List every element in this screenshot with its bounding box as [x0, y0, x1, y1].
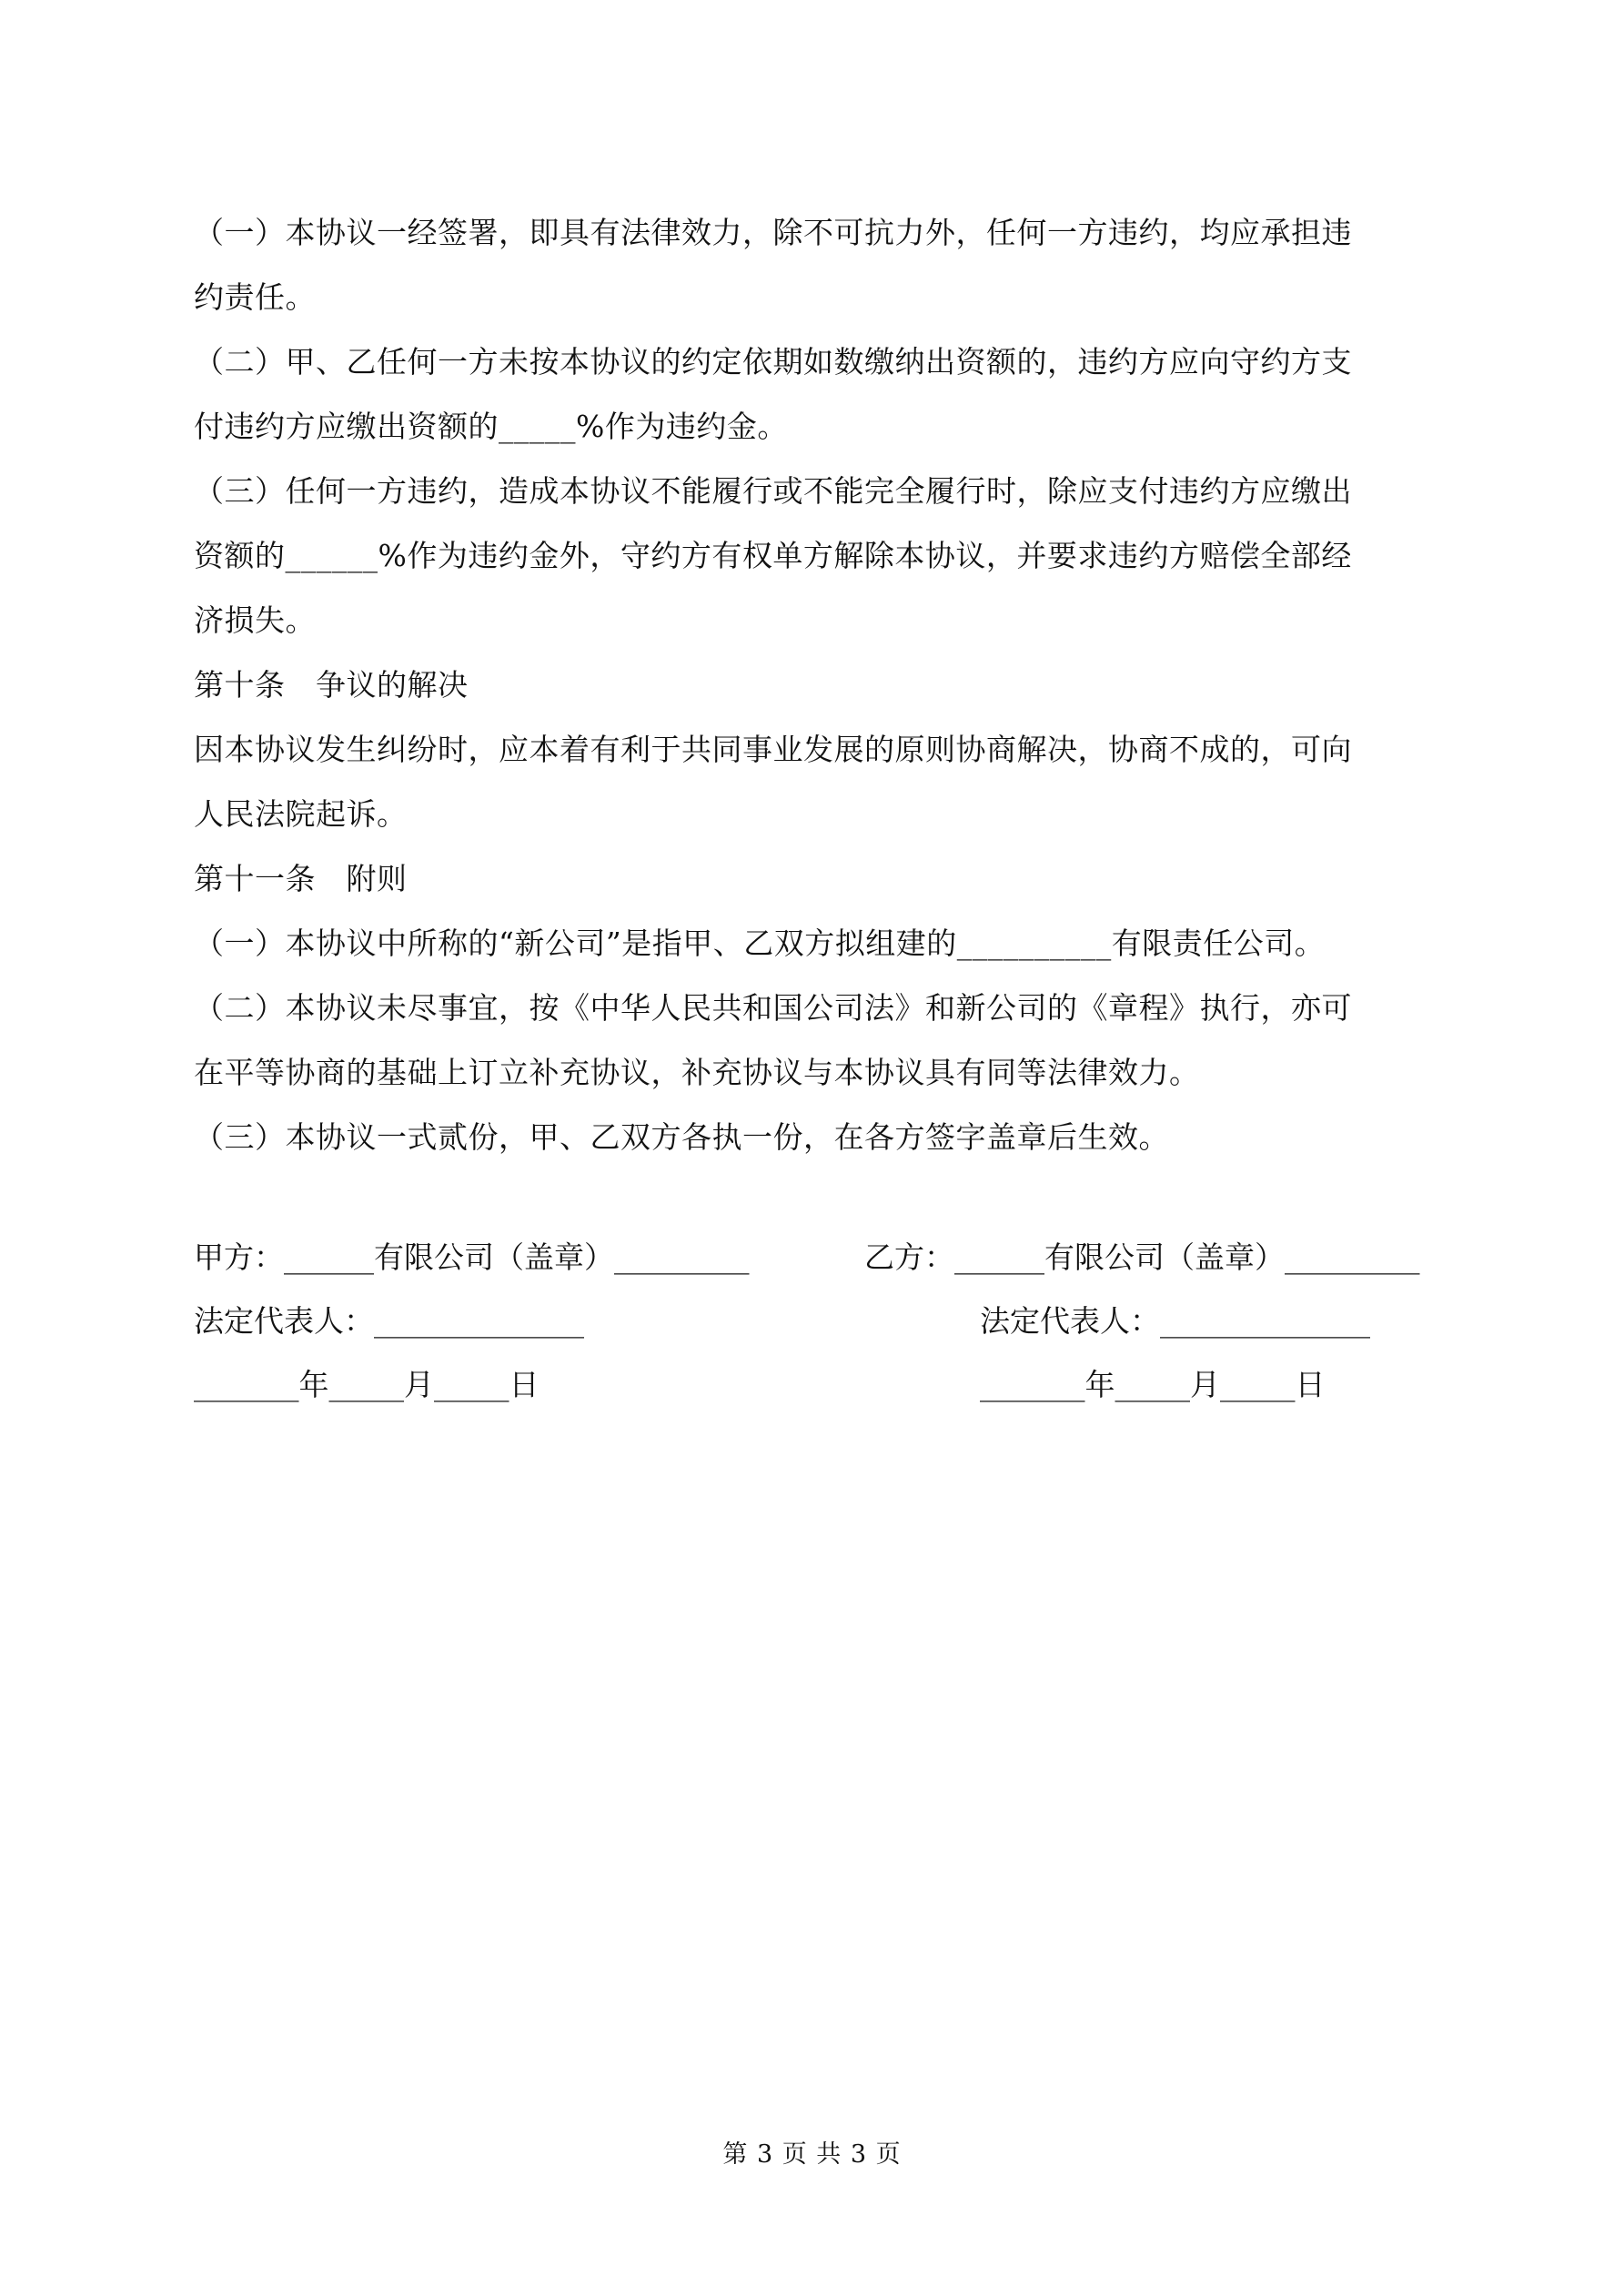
clause-11-3-line-1: （三）本协议一式贰份，甲、乙双方各执一份，在各方签字盖章后生效。 — [194, 1119, 1169, 1155]
party-b-representative-line: 法定代表人：______________ — [980, 1303, 1370, 1339]
article-10-heading: 第十条 争议的解决 — [194, 667, 469, 703]
clause-9-2-line-1: （二）甲、乙任何一方未按本协议的约定依期如数缴纳出资额的，违约方应向守约方支 — [194, 344, 1352, 379]
clause-9-3-line-3: 济损失。 — [194, 602, 316, 638]
article-10-line-2: 人民法院起诉。 — [194, 796, 408, 832]
clause-9-2-line-2: 付违约方应缴出资额的_____%作为违约金。 — [194, 409, 788, 444]
party-b-company-line: 乙方：______有限公司（盖章）_________ — [864, 1239, 1420, 1275]
clause-9-1-line-1: （一）本协议一经签署，即具有法律效力，除不可抗力外，任何一方违约，均应承担违 — [194, 215, 1352, 250]
clause-9-1-line-2: 约责任。 — [194, 279, 316, 315]
article-10-line-1: 因本协议发生纠纷时，应本着有利于共同事业发展的原则协商解决，协商不成的，可向 — [194, 732, 1352, 767]
clause-9-3-line-2: 资额的______%作为违约金外，守约方有权单方解除本协议，并要求违约方赔偿全部经 — [194, 538, 1352, 573]
agreement-body — [194, 200, 1440, 1169]
clause-11-1-line-1: （一）本协议中所称的“新公司”是指甲、乙双方拟组建的__________有限责任公司。 — [194, 925, 1326, 961]
article-11-heading: 第十一条 附则 — [194, 861, 408, 896]
party-a-date-line: _______年_____月_____日 — [194, 1367, 540, 1402]
party-a-company-line: 甲方：______有限公司（盖章）_________ — [194, 1239, 750, 1275]
party-b-date-line: _______年_____月_____日 — [980, 1367, 1326, 1402]
clause-9-3-line-1: （三）任何一方违约，造成本协议不能履行或不能完全履行时，除应支付违约方应缴出 — [194, 473, 1352, 509]
party-a-representative-line: 法定代表人：______________ — [194, 1303, 584, 1339]
clause-11-2-line-2: 在平等协商的基础上订立补充协议，补充协议与本协议具有同等法律效力。 — [194, 1055, 1200, 1090]
clause-11-2-line-1: （二）本协议未尽事宜，按《中华人民共和国公司法》和新公司的《章程》执行，亦可 — [194, 990, 1352, 1026]
page-number-footer: 第 3 页 共 3 页 — [722, 2140, 902, 2169]
